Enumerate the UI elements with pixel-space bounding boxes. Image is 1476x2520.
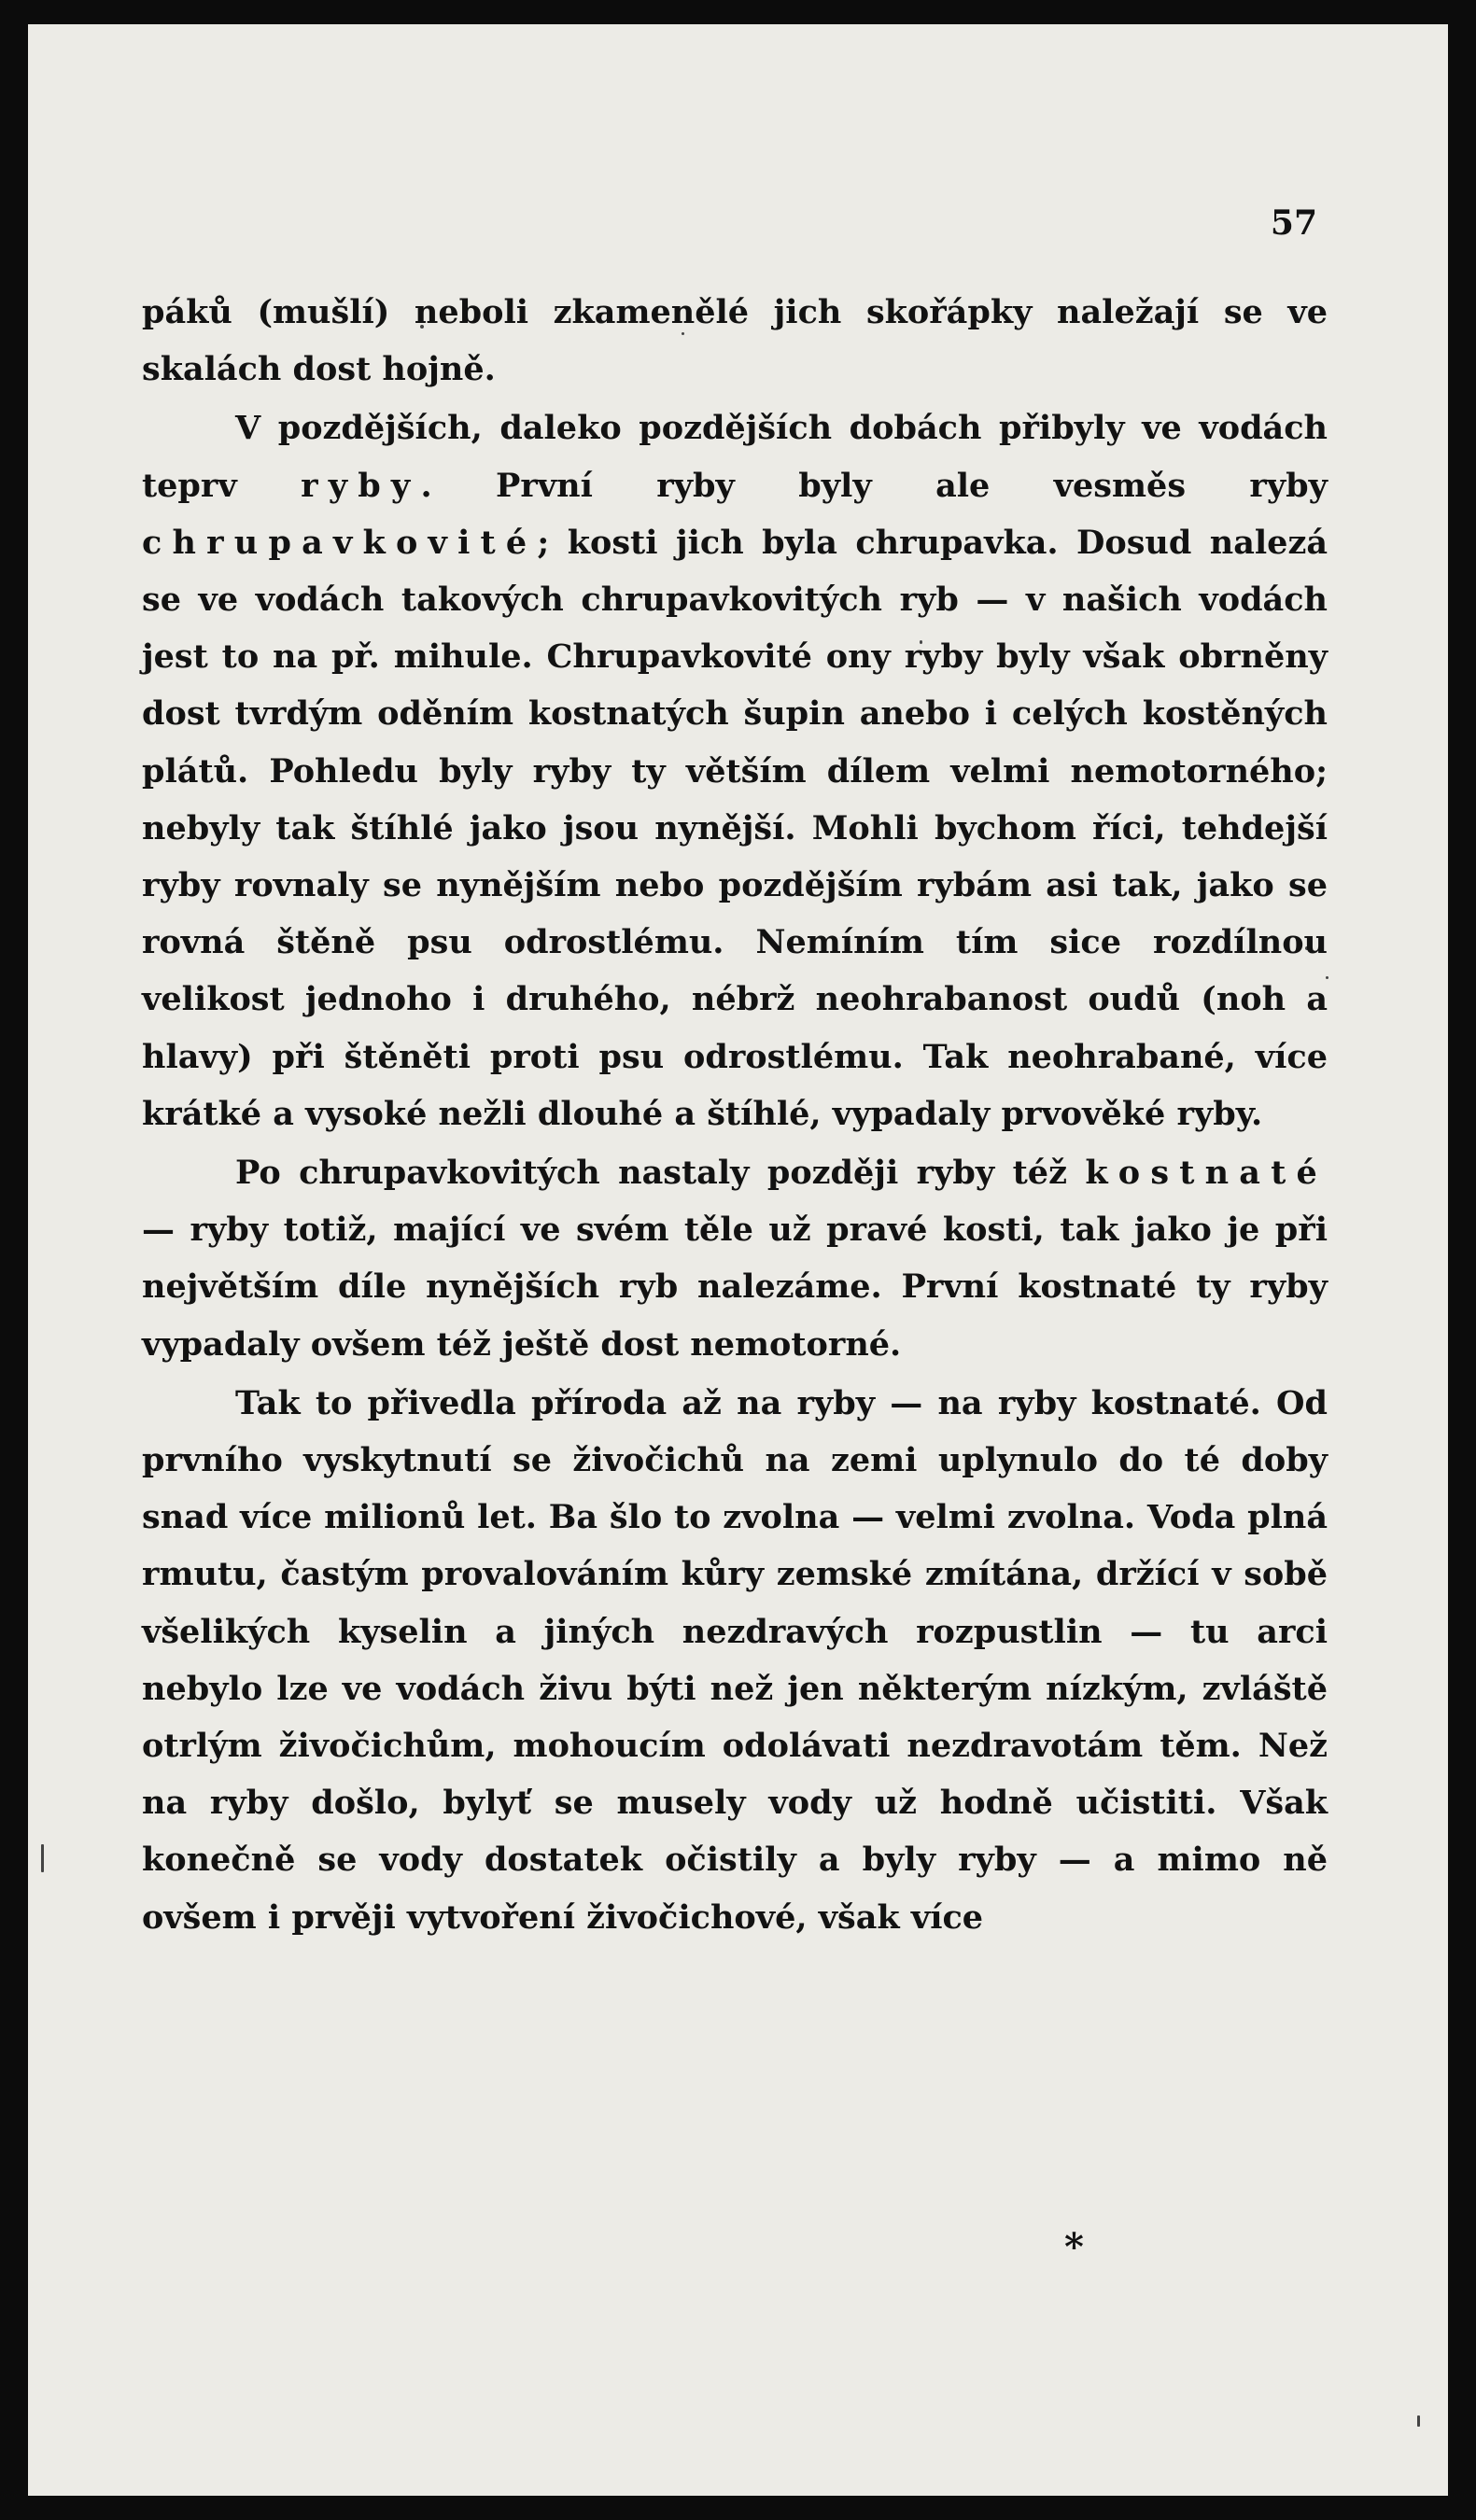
scanned-page xyxy=(28,24,1448,2496)
paragraph xyxy=(142,1144,1328,1373)
emphasized-term: chrupavkovité xyxy=(142,523,538,562)
body-text xyxy=(142,284,1328,1946)
signature-mark: * xyxy=(1064,2225,1084,2269)
paragraph xyxy=(142,284,1328,398)
text-run: — ryby totiž, mající ve svém těle už pravé kosti, tak jako je při největším díle nynějších ryb nalezáme. První kostnaté ty ryby vypadaly ovšem též ještě dost nemotorné. xyxy=(142,1211,1328,1364)
paragraph xyxy=(142,1375,1328,1946)
text-run: Tak to přivedla příroda až na ryby — na ryby kostnaté. Od prvního vyskytnutí se živočichů na zemi uplynulo do té doby snad více milionů let. Ba šlo to zvolna — velmi zvolna. Voda plná rmutu, častým provalováním kůry zemské zmítána, držící v sobě všelikých kyselin a jiných nezdravých rozpustlin — tu arci nebylo lze ve vodách živu býti než jen některým nízkým, zvláště otrlým živočichům, mohoucím odolávati nezdravotám těm. Než na ryby došlo, bylyť se musely vody už hodně učistiti. Však konečně se vody dostatek očistily a byly ryby — a mimo ně ovšem i prvěji vytvoření živočichové, však více xyxy=(142,1383,1328,1937)
text-run: ; kosti jich byla chrupavka. Dosud nalezá se ve vodách takových chrupavkovitých ryb — v našich vodách jest to na př. mihule. Chrupavkovité ony ryby byly však obrněny dost tvrdým oděním kostnatých šupin anebo i celých kostěných plátů. Pohledu byly ryby ty větším dílem velmi nemotorného; nebyly tak štíhlé jako jsou nynější. Mohli bychom říci, tehdejší ryby rovnaly se nynějším nebo pozdějším rybám asi tak, jako se rovná štěně psu odrostlému. Nemíním tím sice rozdílnou velikost jednoho i druhého, nébrž neohrabanost oudů (noh a hlavy) při štěněti proti psu odrostlému. Tak neohrabané, více krátké a vysoké nežli dlouhé a štíhlé, vypadaly prvověké ryby. xyxy=(142,523,1328,1133)
text-run: . První ryby byly ale vesměs ryby xyxy=(420,466,1328,505)
text-run: V pozdějších, daleko pozdějších dobách přibyly ve vodách teprv xyxy=(142,409,1328,505)
text-run: páků (mušlí) neboli zkamenělé jich skořápky naležají se ve skalách dost hojně. xyxy=(142,293,1328,389)
emphasized-term: kostnaté xyxy=(1085,1154,1328,1193)
page-number: 57 xyxy=(1270,203,1317,243)
emphasized-term: ryby xyxy=(301,466,421,505)
text-run: Po chrupavkovitých nastaly později ryby též xyxy=(235,1154,1086,1193)
paragraph xyxy=(142,399,1328,1142)
